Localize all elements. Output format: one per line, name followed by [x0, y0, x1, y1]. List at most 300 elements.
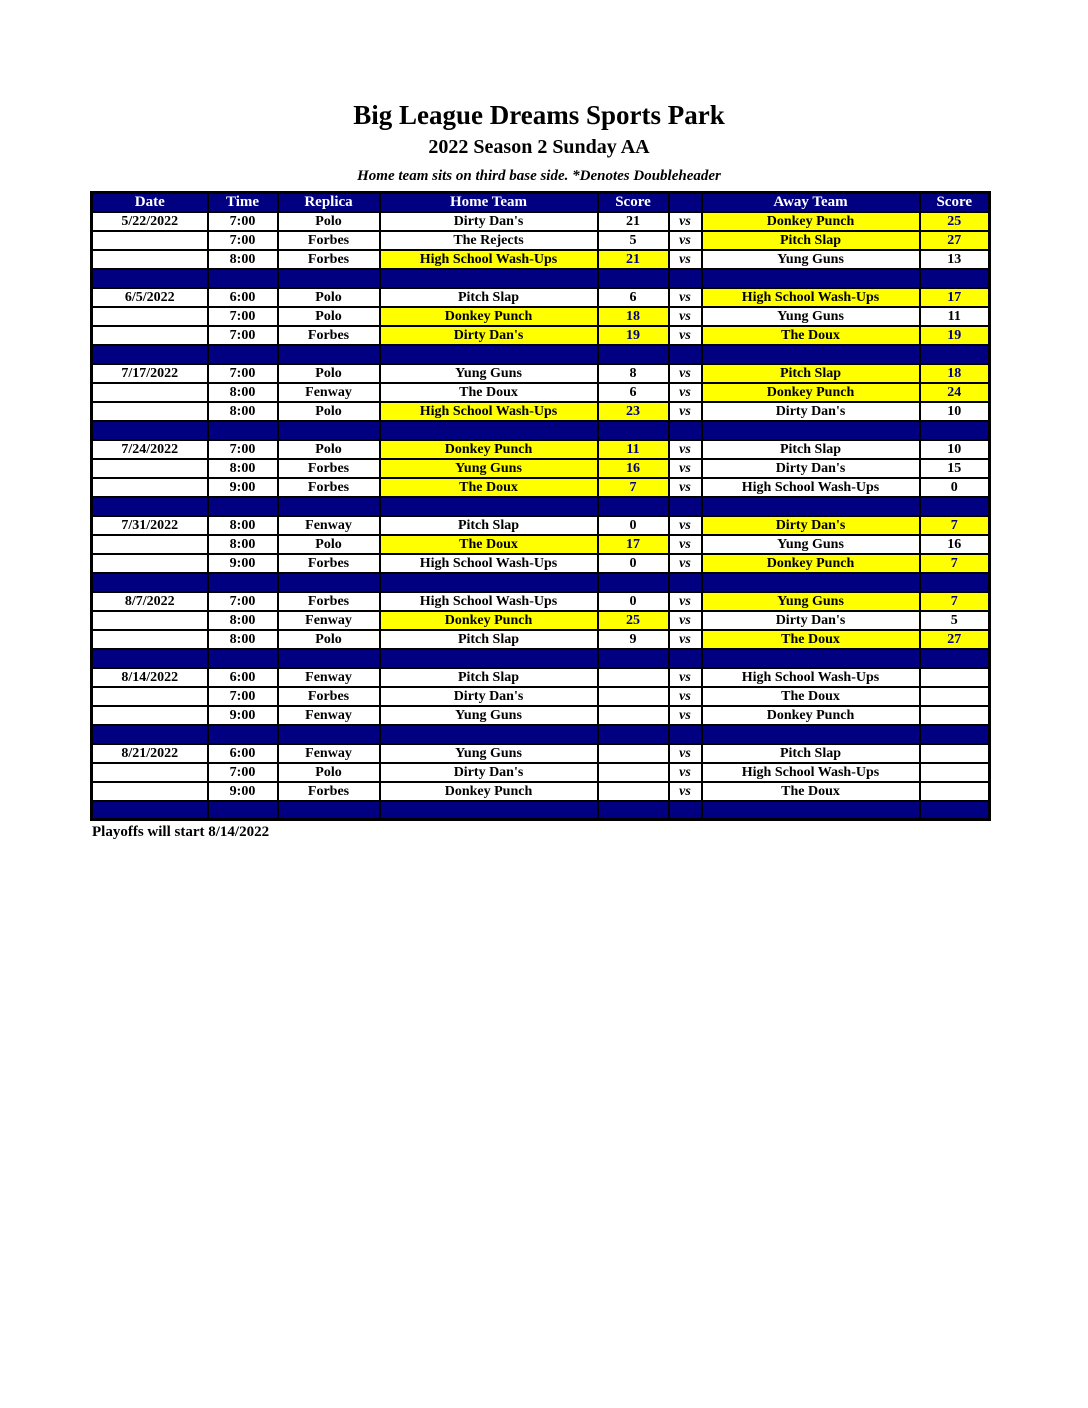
game-row [92, 307, 990, 326]
game-row [92, 611, 990, 630]
date-cell [92, 687, 208, 706]
home-team-cell: The Rejects [380, 231, 598, 250]
home-score-cell: 21 [598, 212, 669, 231]
replica-cell: Forbes [278, 231, 380, 250]
away-score-cell: 15 [920, 459, 990, 478]
away-team-cell: Yung Guns [702, 250, 920, 269]
separator-cell [669, 497, 702, 516]
vs-cell: vs [669, 763, 702, 782]
separator-cell [598, 269, 669, 288]
date-cell [92, 535, 208, 554]
vs-cell: vs [669, 516, 702, 535]
date-cell: 7/17/2022 [92, 364, 208, 383]
separator-cell [208, 269, 278, 288]
header-time: Time [208, 193, 278, 212]
home-team-cell: Donkey Punch [380, 307, 598, 326]
time-cell: 7:00 [208, 307, 278, 326]
header-home-score: Score [598, 193, 669, 212]
date-cell: 8/21/2022 [92, 744, 208, 763]
separator-cell [380, 421, 598, 440]
away-team-cell: The Doux [702, 630, 920, 649]
home-score-cell: 5 [598, 231, 669, 250]
time-cell: 7:00 [208, 364, 278, 383]
replica-cell: Fenway [278, 611, 380, 630]
home-score-cell: 16 [598, 459, 669, 478]
away-score-cell: 7 [920, 554, 990, 573]
away-score-cell: 27 [920, 231, 990, 250]
game-row [92, 288, 990, 307]
game-row [92, 383, 990, 402]
separator-cell [92, 725, 208, 744]
separator-cell [278, 649, 380, 668]
time-cell: 9:00 [208, 706, 278, 725]
vs-cell: vs [669, 402, 702, 421]
away-score-cell: 27 [920, 630, 990, 649]
separator-cell [702, 421, 920, 440]
away-score-cell [920, 706, 990, 725]
separator-cell [920, 421, 990, 440]
separator-cell [920, 801, 990, 820]
replica-cell: Polo [278, 364, 380, 383]
date-cell [92, 782, 208, 801]
game-row [92, 364, 990, 383]
time-cell: 9:00 [208, 782, 278, 801]
home-score-cell: 0 [598, 554, 669, 573]
vs-cell: vs [669, 592, 702, 611]
replica-cell: Polo [278, 212, 380, 231]
separator-cell [920, 573, 990, 592]
replica-cell: Fenway [278, 706, 380, 725]
game-row [92, 250, 990, 269]
date-cell: 5/22/2022 [92, 212, 208, 231]
separator-row [92, 573, 990, 592]
away-team-cell: Pitch Slap [702, 231, 920, 250]
separator-cell [208, 649, 278, 668]
time-cell: 7:00 [208, 763, 278, 782]
away-score-cell: 16 [920, 535, 990, 554]
date-cell [92, 459, 208, 478]
separator-cell [669, 345, 702, 364]
home-team-cell: Yung Guns [380, 364, 598, 383]
replica-cell: Forbes [278, 459, 380, 478]
away-team-cell: Yung Guns [702, 592, 920, 611]
replica-cell: Forbes [278, 478, 380, 497]
separator-cell [92, 801, 208, 820]
home-team-cell: Dirty Dan's [380, 763, 598, 782]
away-score-cell: 11 [920, 307, 990, 326]
time-cell: 8:00 [208, 250, 278, 269]
date-cell [92, 554, 208, 573]
separator-cell [208, 345, 278, 364]
away-team-cell: Dirty Dan's [702, 402, 920, 421]
away-team-cell: The Doux [702, 687, 920, 706]
page-header [90, 0, 988, 185]
separator-cell [702, 649, 920, 668]
separator-cell [669, 725, 702, 744]
home-team-cell: Donkey Punch [380, 440, 598, 459]
home-team-cell: Yung Guns [380, 459, 598, 478]
replica-cell: Polo [278, 763, 380, 782]
replica-cell: Forbes [278, 687, 380, 706]
away-team-cell: Yung Guns [702, 307, 920, 326]
time-cell: 7:00 [208, 440, 278, 459]
home-team-cell: High School Wash-Ups [380, 554, 598, 573]
date-cell [92, 231, 208, 250]
header-home-team: Home Team [380, 193, 598, 212]
replica-cell: Fenway [278, 744, 380, 763]
home-team-cell: Yung Guns [380, 744, 598, 763]
away-score-cell: 10 [920, 440, 990, 459]
separator-cell [380, 573, 598, 592]
separator-cell [380, 345, 598, 364]
replica-cell: Forbes [278, 782, 380, 801]
away-team-cell: Pitch Slap [702, 440, 920, 459]
schedule-body [92, 212, 990, 820]
separator-cell [920, 269, 990, 288]
header-date: Date [92, 193, 208, 212]
time-cell: 7:00 [208, 592, 278, 611]
separator-cell [380, 725, 598, 744]
separator-cell [669, 801, 702, 820]
time-cell: 8:00 [208, 383, 278, 402]
separator-cell [598, 649, 669, 668]
home-team-cell: Pitch Slap [380, 630, 598, 649]
separator-cell [598, 497, 669, 516]
separator-cell [380, 269, 598, 288]
home-team-cell: Pitch Slap [380, 668, 598, 687]
separator-cell [920, 649, 990, 668]
date-cell: 8/7/2022 [92, 592, 208, 611]
page-title: Big League Dreams Sports Park [353, 100, 725, 130]
away-team-cell: Donkey Punch [702, 706, 920, 725]
away-score-cell: 17 [920, 288, 990, 307]
separator-cell [702, 725, 920, 744]
home-team-cell: Dirty Dan's [380, 326, 598, 345]
game-row [92, 402, 990, 421]
game-row [92, 744, 990, 763]
date-cell: 6/5/2022 [92, 288, 208, 307]
away-team-cell: Pitch Slap [702, 364, 920, 383]
away-team-cell: High School Wash-Ups [702, 288, 920, 307]
date-cell [92, 326, 208, 345]
game-row [92, 535, 990, 554]
away-team-cell: Dirty Dan's [702, 611, 920, 630]
away-score-cell: 5 [920, 611, 990, 630]
vs-cell: vs [669, 611, 702, 630]
vs-cell: vs [669, 440, 702, 459]
replica-cell: Forbes [278, 592, 380, 611]
home-score-cell: 6 [598, 288, 669, 307]
header-vs [669, 193, 702, 212]
away-score-cell: 19 [920, 326, 990, 345]
home-score-cell: 0 [598, 592, 669, 611]
home-team-cell: Yung Guns [380, 706, 598, 725]
home-score-cell [598, 763, 669, 782]
separator-cell [920, 497, 990, 516]
vs-cell: vs [669, 706, 702, 725]
away-team-cell: Donkey Punch [702, 554, 920, 573]
time-cell: 8:00 [208, 459, 278, 478]
date-cell [92, 250, 208, 269]
date-cell [92, 402, 208, 421]
home-score-cell [598, 687, 669, 706]
replica-cell: Fenway [278, 383, 380, 402]
game-row [92, 478, 990, 497]
time-cell: 7:00 [208, 687, 278, 706]
vs-cell: vs [669, 459, 702, 478]
replica-cell: Polo [278, 535, 380, 554]
season-subtitle: 2022 Season 2 Sunday AA [428, 136, 650, 159]
time-cell: 6:00 [208, 288, 278, 307]
time-cell: 9:00 [208, 478, 278, 497]
separator-cell [92, 573, 208, 592]
replica-cell: Polo [278, 440, 380, 459]
game-row [92, 516, 990, 535]
game-row [92, 326, 990, 345]
time-cell: 7:00 [208, 231, 278, 250]
separator-cell [208, 801, 278, 820]
replica-cell: Forbes [278, 554, 380, 573]
separator-cell [598, 421, 669, 440]
separator-cell [278, 269, 380, 288]
home-score-cell [598, 668, 669, 687]
separator-cell [702, 573, 920, 592]
vs-cell: vs [669, 250, 702, 269]
date-cell [92, 630, 208, 649]
vs-cell: vs [669, 364, 702, 383]
away-score-cell: 10 [920, 402, 990, 421]
date-cell: 7/31/2022 [92, 516, 208, 535]
separator-cell [278, 497, 380, 516]
home-score-cell: 11 [598, 440, 669, 459]
game-row [92, 440, 990, 459]
vs-cell: vs [669, 535, 702, 554]
date-cell: 7/24/2022 [92, 440, 208, 459]
game-row [92, 630, 990, 649]
header-away-team: Away Team [702, 193, 920, 212]
separator-cell [702, 269, 920, 288]
playoffs-note: Playoffs will start 8/14/2022 [92, 824, 270, 841]
separator-cell [702, 497, 920, 516]
home-score-cell: 23 [598, 402, 669, 421]
date-cell: 8/14/2022 [92, 668, 208, 687]
home-team-note: Home team sits on third base side. *Denotes Doubleheader [357, 168, 721, 185]
away-score-cell [920, 744, 990, 763]
separator-row [92, 649, 990, 668]
separator-cell [669, 421, 702, 440]
separator-cell [380, 497, 598, 516]
away-score-cell [920, 763, 990, 782]
replica-cell: Polo [278, 402, 380, 421]
away-team-cell: The Doux [702, 782, 920, 801]
away-score-cell: 24 [920, 383, 990, 402]
vs-cell: vs [669, 307, 702, 326]
home-team-cell: The Doux [380, 535, 598, 554]
home-score-cell: 9 [598, 630, 669, 649]
game-row [92, 763, 990, 782]
vs-cell: vs [669, 383, 702, 402]
home-score-cell: 19 [598, 326, 669, 345]
home-score-cell [598, 782, 669, 801]
game-row [92, 212, 990, 231]
home-score-cell: 25 [598, 611, 669, 630]
away-team-cell: High School Wash-Ups [702, 763, 920, 782]
separator-cell [92, 269, 208, 288]
vs-cell: vs [669, 326, 702, 345]
game-row [92, 554, 990, 573]
separator-cell [208, 725, 278, 744]
separator-cell [702, 345, 920, 364]
replica-cell: Forbes [278, 250, 380, 269]
home-team-cell: High School Wash-Ups [380, 592, 598, 611]
time-cell: 9:00 [208, 554, 278, 573]
home-team-cell: Dirty Dan's [380, 687, 598, 706]
header-replica: Replica [278, 193, 380, 212]
time-cell: 8:00 [208, 630, 278, 649]
separator-row [92, 345, 990, 364]
time-cell: 8:00 [208, 516, 278, 535]
vs-cell: vs [669, 782, 702, 801]
home-score-cell: 6 [598, 383, 669, 402]
replica-cell: Forbes [278, 326, 380, 345]
away-team-cell: The Doux [702, 326, 920, 345]
vs-cell: vs [669, 212, 702, 231]
separator-row [92, 725, 990, 744]
separator-cell [920, 725, 990, 744]
date-cell [92, 706, 208, 725]
home-score-cell [598, 706, 669, 725]
home-score-cell: 0 [598, 516, 669, 535]
vs-cell: vs [669, 744, 702, 763]
separator-cell [598, 725, 669, 744]
separator-row [92, 269, 990, 288]
separator-cell [380, 801, 598, 820]
away-score-cell: 25 [920, 212, 990, 231]
separator-cell [598, 801, 669, 820]
home-team-cell: High School Wash-Ups [380, 250, 598, 269]
separator-cell [669, 269, 702, 288]
game-row [92, 782, 990, 801]
home-score-cell: 17 [598, 535, 669, 554]
time-cell: 7:00 [208, 326, 278, 345]
away-score-cell [920, 782, 990, 801]
replica-cell: Polo [278, 288, 380, 307]
separator-cell [278, 421, 380, 440]
away-team-cell: High School Wash-Ups [702, 668, 920, 687]
away-score-cell [920, 687, 990, 706]
time-cell: 8:00 [208, 611, 278, 630]
separator-cell [669, 649, 702, 668]
home-score-cell [598, 744, 669, 763]
replica-cell: Fenway [278, 516, 380, 535]
home-team-cell: Dirty Dan's [380, 212, 598, 231]
time-cell: 6:00 [208, 668, 278, 687]
separator-cell [208, 421, 278, 440]
separator-cell [920, 345, 990, 364]
separator-cell [92, 497, 208, 516]
vs-cell: vs [669, 668, 702, 687]
separator-row [92, 801, 990, 820]
separator-cell [208, 497, 278, 516]
separator-cell [278, 573, 380, 592]
separator-cell [598, 345, 669, 364]
away-score-cell: 18 [920, 364, 990, 383]
separator-cell [208, 573, 278, 592]
away-team-cell: Dirty Dan's [702, 459, 920, 478]
away-team-cell: High School Wash-Ups [702, 478, 920, 497]
away-team-cell: Donkey Punch [702, 383, 920, 402]
game-row [92, 687, 990, 706]
separator-row [92, 421, 990, 440]
table-header-row [92, 193, 990, 212]
date-cell [92, 478, 208, 497]
away-team-cell: Yung Guns [702, 535, 920, 554]
separator-cell [92, 345, 208, 364]
separator-cell [92, 421, 208, 440]
schedule-table [90, 191, 991, 821]
away-team-cell: Donkey Punch [702, 212, 920, 231]
time-cell: 6:00 [208, 744, 278, 763]
game-row [92, 459, 990, 478]
replica-cell: Fenway [278, 668, 380, 687]
separator-cell [669, 573, 702, 592]
home-team-cell: High School Wash-Ups [380, 402, 598, 421]
game-row [92, 706, 990, 725]
home-team-cell: Pitch Slap [380, 516, 598, 535]
home-team-cell: Pitch Slap [380, 288, 598, 307]
separator-cell [380, 649, 598, 668]
home-score-cell: 18 [598, 307, 669, 326]
away-team-cell: Pitch Slap [702, 744, 920, 763]
header-away-score: Score [920, 193, 990, 212]
separator-cell [278, 345, 380, 364]
replica-cell: Polo [278, 630, 380, 649]
time-cell: 8:00 [208, 402, 278, 421]
home-team-cell: Donkey Punch [380, 611, 598, 630]
home-team-cell: Donkey Punch [380, 782, 598, 801]
home-team-cell: The Doux [380, 383, 598, 402]
date-cell [92, 763, 208, 782]
vs-cell: vs [669, 554, 702, 573]
separator-cell [702, 801, 920, 820]
away-score-cell: 7 [920, 592, 990, 611]
separator-cell [278, 801, 380, 820]
replica-cell: Polo [278, 307, 380, 326]
game-row [92, 668, 990, 687]
home-team-cell: The Doux [380, 478, 598, 497]
home-score-cell: 21 [598, 250, 669, 269]
away-score-cell [920, 668, 990, 687]
time-cell: 7:00 [208, 212, 278, 231]
game-row [92, 592, 990, 611]
separator-cell [92, 649, 208, 668]
vs-cell: vs [669, 478, 702, 497]
date-cell [92, 383, 208, 402]
away-score-cell: 0 [920, 478, 990, 497]
away-score-cell: 7 [920, 516, 990, 535]
away-score-cell: 13 [920, 250, 990, 269]
date-cell [92, 307, 208, 326]
vs-cell: vs [669, 231, 702, 250]
vs-cell: vs [669, 630, 702, 649]
home-score-cell: 7 [598, 478, 669, 497]
home-score-cell: 8 [598, 364, 669, 383]
vs-cell: vs [669, 687, 702, 706]
game-row [92, 231, 990, 250]
time-cell: 8:00 [208, 535, 278, 554]
separator-cell [278, 725, 380, 744]
separator-cell [598, 573, 669, 592]
